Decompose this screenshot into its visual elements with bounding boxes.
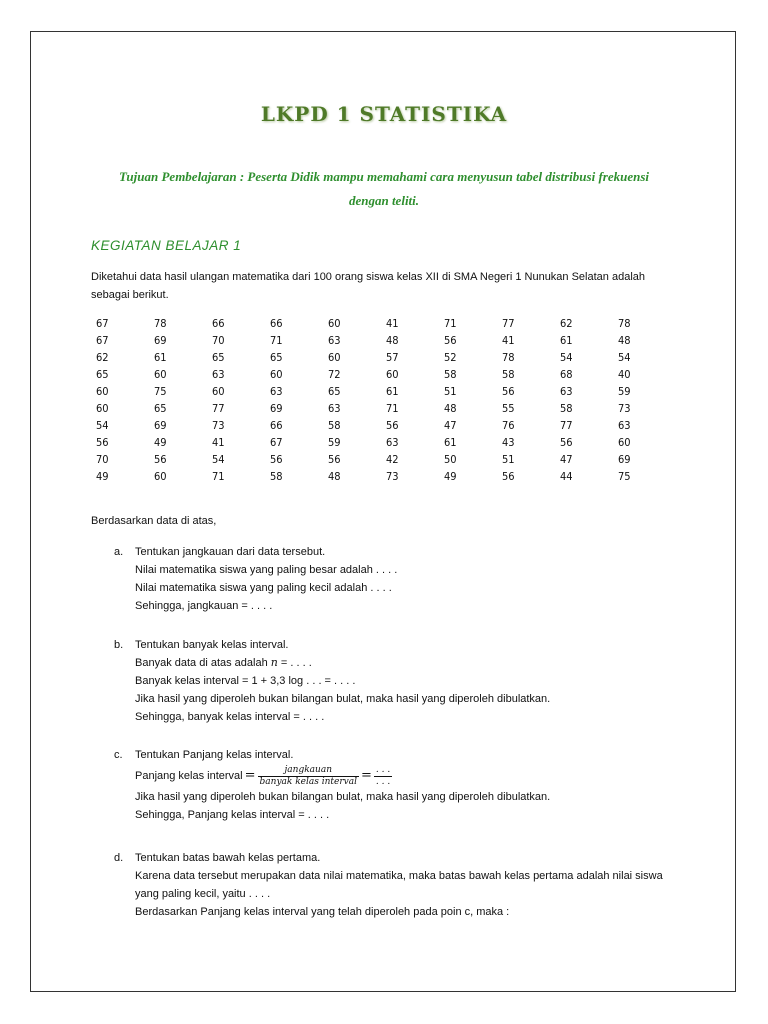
objective-line-2: dengan teliti. [348, 193, 420, 208]
data-cell: 63 [212, 368, 225, 381]
section-a-line: Tentukan jangkauan dari data tersebut. [135, 546, 326, 558]
section-b-letter: b. [114, 639, 124, 651]
data-cell: 48 [386, 334, 399, 347]
score-data-table [96, 315, 676, 485]
formula-label: Panjang kelas interval [135, 770, 243, 783]
data-cell: 61 [560, 334, 573, 347]
data-cell: 56 [502, 385, 515, 398]
section-c-line-4: Sehingga, Panjang kelas interval = . . . . [135, 809, 330, 822]
data-cell: 58 [328, 419, 341, 432]
data-cell: 71 [270, 334, 283, 347]
data-cell: 63 [270, 385, 283, 398]
data-cell: 56 [270, 453, 283, 466]
data-cell: 67 [96, 334, 109, 347]
data-row [96, 383, 676, 400]
data-cell: 62 [96, 351, 109, 364]
data-cell: 63 [328, 334, 341, 347]
data-cell: 77 [502, 317, 515, 330]
data-cell: 60 [328, 351, 341, 364]
data-cell: 71 [386, 402, 399, 415]
data-cell: 58 [502, 368, 515, 381]
data-cell: 63 [618, 419, 631, 432]
data-cell: 54 [560, 351, 573, 364]
data-cell: 56 [502, 470, 515, 483]
data-cell: 51 [502, 453, 515, 466]
data-cell: 70 [212, 334, 225, 347]
section-a-line: Sehingga, jangkauan = . . . . [135, 600, 273, 612]
data-cell: 66 [270, 317, 283, 330]
data-row [96, 417, 676, 434]
data-cell: 71 [212, 470, 225, 483]
data-cell: 65 [212, 351, 225, 364]
data-cell: 66 [212, 317, 225, 330]
fraction-blank-numerator: . . . [375, 764, 391, 775]
data-cell: 56 [444, 334, 457, 347]
data-cell: 65 [96, 368, 109, 381]
data-cell: 63 [386, 436, 399, 449]
intro-text: Diketahui data hasil ulangan matematika dari 100 orang siswa kelas XII di SMA Negeri 1 Nunukan Selatan adalah sebagai berikut. [91, 271, 645, 301]
data-cell: 77 [212, 402, 225, 415]
data-cell: 60 [270, 368, 283, 381]
data-cell: 60 [96, 402, 109, 415]
data-cell: 75 [618, 470, 631, 483]
section-c-line-1: Tentukan Panjang kelas interval. [135, 749, 294, 761]
data-cell: 43 [502, 436, 515, 449]
data-row [96, 332, 676, 349]
lead-text: Berdasarkan data di atas, [91, 515, 217, 527]
section-b-line-4: Jika hasil yang diperoleh bukan bilangan bulat, maka hasil yang diperoleh dibulatkan. [135, 693, 551, 705]
data-cell: 58 [444, 368, 457, 381]
data-cell: 62 [560, 317, 573, 330]
data-row [96, 434, 676, 451]
data-cell: 52 [444, 351, 457, 364]
section-c-line-3: Jika hasil yang diperoleh bukan bilangan bulat, maka hasil yang diperoleh dibulatkan. [135, 791, 551, 804]
section-a-line: Nilai matematika siswa yang paling besar adalah . . . . [135, 564, 398, 576]
data-cell: 61 [154, 351, 167, 364]
data-cell: 65 [270, 351, 283, 364]
section-b-line-1: Tentukan banyak kelas interval. [135, 639, 289, 651]
data-cell: 70 [96, 453, 109, 466]
data-cell: 78 [502, 351, 515, 364]
section-b-line-2 [135, 654, 675, 672]
data-cell: 75 [154, 385, 167, 398]
data-cell: 41 [386, 317, 399, 330]
data-row [96, 366, 676, 383]
worksheet-title: LKPD 1 STATISTIKA [260, 102, 508, 126]
data-cell: 69 [154, 419, 167, 432]
data-cell: 67 [96, 317, 109, 330]
fraction-denominator: banyak kelas interval [259, 776, 357, 787]
data-cell: 56 [154, 453, 167, 466]
data-cell: 65 [154, 402, 167, 415]
section-a-letter: a. [114, 546, 124, 558]
data-cell: 60 [618, 436, 631, 449]
data-cell: 56 [560, 436, 573, 449]
data-cell: 67 [270, 436, 283, 449]
fraction-blank [374, 765, 392, 788]
data-cell: 48 [328, 470, 341, 483]
data-cell: 78 [618, 317, 631, 330]
data-cell: 69 [154, 334, 167, 347]
fraction-range-over-classes [258, 765, 359, 788]
data-cell: 73 [212, 419, 225, 432]
section-c-letter: c. [114, 749, 123, 761]
objective-line-1: Tujuan Pembelajaran : Peserta Didik mampu memahami cara menyusun tabel distribusi frekuensi [118, 169, 650, 184]
data-cell: 77 [560, 419, 573, 432]
data-cell: 41 [502, 334, 515, 347]
section-a-line: Nilai matematika siswa yang paling kecil adalah . . . . [135, 582, 392, 594]
data-cell: 59 [328, 436, 341, 449]
data-cell: 55 [502, 402, 515, 415]
data-cell: 49 [154, 436, 167, 449]
data-cell: 47 [444, 419, 457, 432]
data-cell: 61 [444, 436, 457, 449]
data-cell: 56 [328, 453, 341, 466]
data-row [96, 400, 676, 417]
section-d-line-3: Berdasarkan Panjang kelas interval yang telah diperoleh pada poin c, maka : [135, 906, 510, 918]
data-cell: 59 [618, 385, 631, 398]
data-cell: 49 [444, 470, 457, 483]
data-cell: 49 [96, 470, 109, 483]
data-cell: 54 [618, 351, 631, 364]
data-cell: 60 [154, 368, 167, 381]
data-cell: 54 [212, 453, 225, 466]
data-cell: 63 [328, 402, 341, 415]
data-cell: 60 [154, 470, 167, 483]
section-b-line-2-suffix: = . . . . [277, 657, 312, 669]
data-cell: 73 [618, 402, 631, 415]
data-cell: 65 [328, 385, 341, 398]
data-cell: 60 [96, 385, 109, 398]
section-b-line-2-prefix: Banyak data di atas adalah [135, 657, 271, 669]
data-cell: 78 [154, 317, 167, 330]
data-cell: 41 [212, 436, 225, 449]
data-cell: 48 [444, 402, 457, 415]
data-row [96, 349, 676, 366]
fraction-numerator: jangkauan [258, 765, 359, 777]
data-cell: 56 [96, 436, 109, 449]
data-cell: 51 [444, 385, 457, 398]
learning-objective [95, 165, 673, 213]
data-cell: 60 [328, 317, 341, 330]
section-d-line-1: Tentukan batas bawah kelas pertama. [135, 852, 321, 864]
section-b-line-5: Sehingga, banyak kelas interval = . . . . [135, 711, 325, 723]
data-cell: 40 [618, 368, 631, 381]
section-d-line-2: Karena data tersebut merupakan data nilai matematika, maka batas bawah kelas pertama adalah nilai siswa yang paling kecil, yaitu . . . . [135, 870, 663, 900]
data-cell: 56 [386, 419, 399, 432]
data-cell: 58 [270, 470, 283, 483]
section-c-formula: Panjang kelas interval = $\frac{\text{jangkauan}}{\text{banyak kelas interval}}$ = $\frac{. . .}{. . .}$ [135, 764, 391, 787]
data-cell: 68 [560, 368, 573, 381]
data-cell: 42 [386, 453, 399, 466]
data-cell: 44 [560, 470, 573, 483]
data-cell: 60 [386, 368, 399, 381]
data-cell: 50 [444, 453, 457, 466]
data-cell: 71 [444, 317, 457, 330]
data-cell: 76 [502, 419, 515, 432]
data-cell: 58 [560, 402, 573, 415]
data-cell: 57 [386, 351, 399, 364]
data-cell: 63 [560, 385, 573, 398]
data-cell: 54 [96, 419, 109, 432]
data-cell: 47 [560, 453, 573, 466]
section-b-line-3: Banyak kelas interval = 1 + 3,3 log . . . = . . . . [135, 675, 356, 687]
data-cell: 69 [270, 402, 283, 415]
section-d-letter: d. [114, 852, 124, 864]
data-cell: 66 [270, 419, 283, 432]
data-row [96, 468, 676, 485]
data-cell: 48 [618, 334, 631, 347]
data-row [96, 451, 676, 468]
data-cell: 60 [212, 385, 225, 398]
data-cell: 61 [386, 385, 399, 398]
data-cell: 72 [328, 368, 341, 381]
data-cell: 73 [386, 470, 399, 483]
activity-heading: KEGIATAN BELAJAR 1 [91, 238, 242, 253]
fraction-blank-denominator: . . . [375, 776, 391, 787]
variable-n: n [270, 656, 278, 669]
data-cell: 69 [618, 453, 631, 466]
data-row [96, 315, 676, 332]
